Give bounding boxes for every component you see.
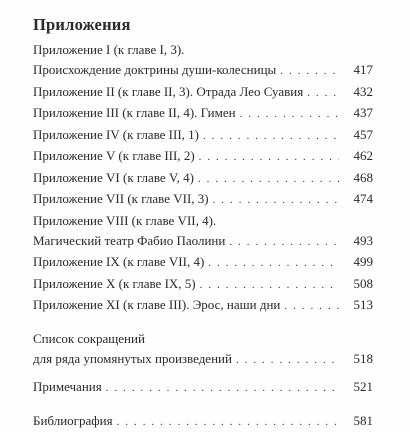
dot-leader: [203, 126, 339, 146]
toc-entry-page: 513: [353, 297, 373, 312]
toc-entry-page: 468: [353, 169, 373, 185]
toc-entry-title-line1: Приложение I (к главе I, 3).: [33, 42, 185, 57]
toc-entry-page: 474: [353, 191, 373, 206]
toc-entry-title: Библиография: [33, 413, 113, 428]
toc-entry-title: Приложение II (к главе II, 3). Отрада Лео Суавия: [33, 83, 304, 99]
dot-leader: [213, 190, 339, 210]
toc-entry-title-line1: Список сокращений: [33, 331, 145, 346]
toc-entry-title: Приложение VI (к главе V, 4): [33, 169, 194, 185]
toc-entry-title: Приложение IV (к главе III, 1): [33, 126, 199, 142]
toc-entry-page: 462: [353, 148, 373, 163]
toc-entry-page: 521: [353, 379, 373, 394]
toc-entry-bibliography[interactable]: [33, 411, 373, 431]
toc-entry-page: 508: [353, 275, 373, 291]
toc-entry-appendix-6[interactable]: [33, 168, 373, 188]
dot-leader: [307, 83, 339, 103]
table-of-contents: [33, 10, 373, 431]
toc-entry-page: 493: [353, 232, 373, 248]
toc-entry-page: 518: [353, 351, 373, 366]
toc-entry-title: Приложение VII (к главе VII, 3): [33, 191, 209, 206]
dot-leader: [208, 253, 339, 273]
toc-entry-title: Приложение V (к главе III, 2): [33, 148, 195, 163]
toc-entry-title: Примечания: [33, 379, 102, 394]
toc-entry-page: 581: [353, 413, 373, 428]
toc-entry-title: Приложение XI (к главе III). Эрос, наши дни: [33, 297, 281, 312]
toc-entry-page: 432: [353, 83, 373, 99]
toc-entry-abbreviations[interactable]: [33, 329, 373, 369]
toc-entry-appendix-10[interactable]: [33, 274, 373, 294]
dot-leader: [106, 378, 339, 398]
toc-entry-page: 499: [353, 254, 373, 269]
toc-entry-appendix-9[interactable]: [33, 252, 373, 272]
toc-entry-appendix-2[interactable]: [33, 82, 373, 102]
dot-leader: [199, 147, 339, 167]
toc-entry-title: Приложение X (к главе IX, 5): [33, 275, 196, 291]
toc-entry-title: Магический театр Фабио Паолини: [33, 232, 226, 248]
toc-entry-notes[interactable]: [33, 377, 373, 397]
dot-leader: [284, 296, 339, 316]
dot-leader: [200, 275, 339, 295]
toc-entry-appendix-3[interactable]: [33, 103, 373, 123]
toc-entry-appendix-1[interactable]: [33, 40, 373, 80]
dot-leader: [229, 232, 339, 252]
toc-entry-title: Приложение IX (к главе VII, 4): [33, 254, 205, 269]
toc-entry-page: 417: [353, 62, 373, 77]
toc-entry-title: для ряда упомянутых произведений: [33, 351, 232, 366]
dot-leader: [117, 412, 339, 432]
dot-leader: [240, 104, 339, 124]
section-heading: Приложения: [33, 15, 131, 34]
dot-leader: [236, 350, 339, 370]
dot-leader: [198, 169, 339, 189]
toc-entry-appendix-5[interactable]: [33, 146, 373, 166]
toc-entry-page: 437: [353, 105, 373, 120]
toc-entry-title: Приложение III (к главе II, 4). Гимен: [33, 105, 236, 120]
toc-entry-page: 457: [353, 126, 373, 142]
toc-entry-appendix-4[interactable]: [33, 125, 373, 145]
toc-entry-title: Происхождение доктрины души-колесницы: [33, 62, 277, 77]
dot-leader: [280, 61, 339, 81]
toc-entry-appendix-11[interactable]: [33, 295, 373, 315]
toc-entry-appendix-7[interactable]: [33, 189, 373, 209]
toc-entry-title-line1: Приложение VIII (к главе VII, 4).: [33, 212, 217, 228]
toc-entry-appendix-8[interactable]: [33, 211, 373, 251]
